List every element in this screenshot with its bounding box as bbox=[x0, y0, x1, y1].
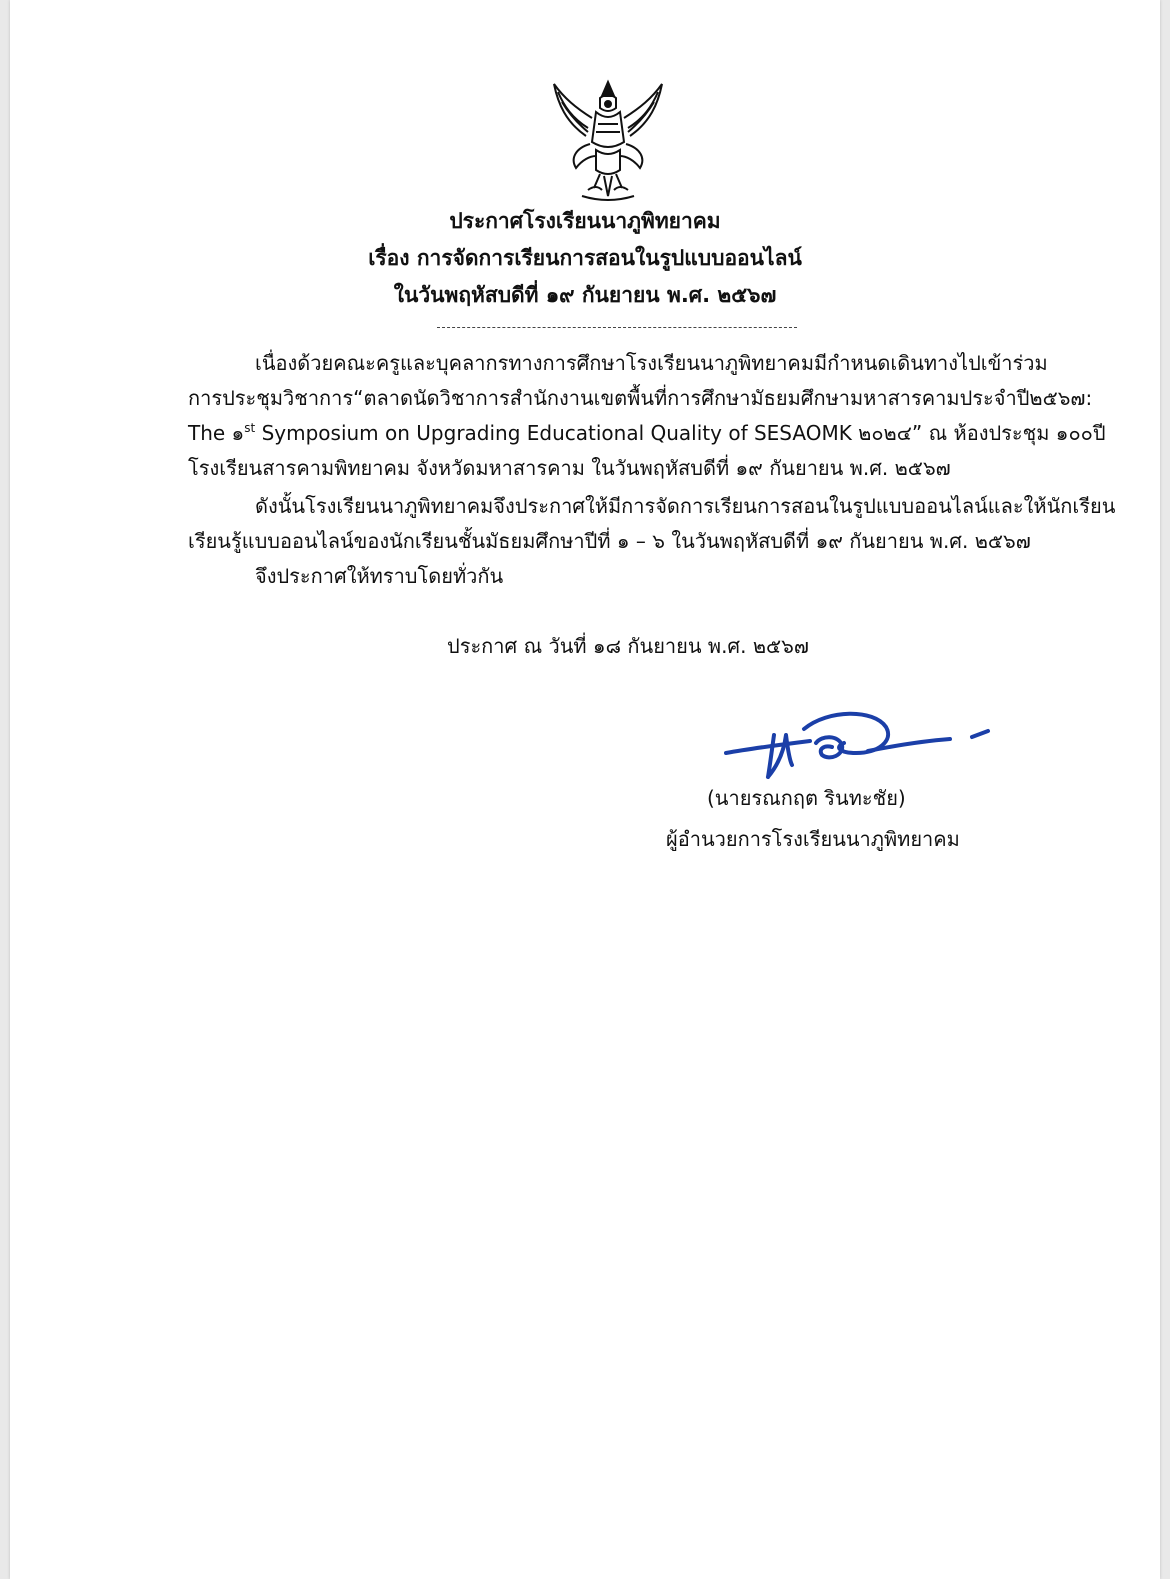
word: โรงเรียนนาภูพิทยาคม bbox=[305, 494, 494, 518]
word: คณะครูและบุคลากรทางการศึกษาโรงเรียนนาภูพิทยาคม bbox=[333, 351, 814, 375]
document-page bbox=[10, 0, 1160, 1579]
announcement-title: ประกาศโรงเรียนนาภูพิทยาคม bbox=[449, 209, 721, 233]
paragraph1-line4: โรงเรียนสารคามพิทยาคม จังหวัดมหาสารคาม ในวันพฤหัสบดีที่ ๑๙ กันยายน พ.ศ. ๒๕๖๗ bbox=[188, 456, 951, 480]
announcement-date-heading: ในวันพฤหัสบดีที่ ๑๙ กันยายน พ.ศ. ๒๕๖๗ bbox=[393, 283, 777, 307]
word: ประจำปี bbox=[959, 386, 1030, 410]
word: ๒๕๖๗ bbox=[1029, 386, 1086, 410]
word: เนื่องด้วย bbox=[255, 351, 334, 375]
paragraph1-line1 bbox=[255, 350, 1048, 376]
paragraph1-line2 bbox=[188, 385, 1093, 411]
word: “ตลาดนัดวิชาการ bbox=[353, 386, 510, 410]
symposium-text: Symposium on Upgrading Educational Quality of SESAOMK ๒๐๒๔” ณ ห้องประชุม ๑๐๐ปี bbox=[255, 421, 1106, 445]
word: การประชุมวิชาการ bbox=[188, 386, 354, 410]
paragraph2-line1 bbox=[255, 493, 1116, 519]
paragraph2-line2: เรียนรู้แบบออนไลน์ของนักเรียนชั้นมัธยมศึกษาปีที่ ๑ – ๖ ในวันพฤหัสบดีที่ ๑๙ กันยายน พ.ศ. ๒๕๖๗ bbox=[188, 529, 1031, 553]
symposium-prefix: The ๑ bbox=[188, 421, 245, 445]
word: สำนักงานเขตพื้นที่การศึกษามัธยมศึกษามหาสารคาม bbox=[509, 386, 960, 410]
signer-position: ผู้อำนวยการโรงเรียนนาภูพิทยาคม bbox=[666, 827, 960, 851]
title-divider bbox=[437, 327, 797, 328]
paragraph3: จึงประกาศให้ทราบโดยทั่วกัน bbox=[255, 564, 504, 588]
ordinal-suffix: st bbox=[244, 421, 256, 435]
paragraph1-line3 bbox=[188, 420, 1106, 446]
word: จึงประกาศให้มีการจัดการเรียนการสอนในรูปแบบออนไลน์และให้นักเรียน bbox=[493, 494, 1116, 518]
signature-icon bbox=[718, 705, 994, 783]
announcement-subject: เรื่อง การจัดการเรียนการสอนในรูปแบบออนไลน์ bbox=[368, 246, 802, 270]
announcement-date: ประกาศ ณ วันที่ ๑๘ กันยายน พ.ศ. ๒๕๖๗ bbox=[447, 634, 809, 658]
word: มีกำหนดเดินทางไปเข้าร่วม bbox=[814, 351, 1048, 375]
signer-name: (นายรณกฤต รินทะชัย) bbox=[707, 786, 906, 810]
word: : bbox=[1085, 386, 1093, 410]
garuda-emblem-icon bbox=[546, 78, 670, 204]
word: ดังนั้น bbox=[255, 494, 306, 518]
